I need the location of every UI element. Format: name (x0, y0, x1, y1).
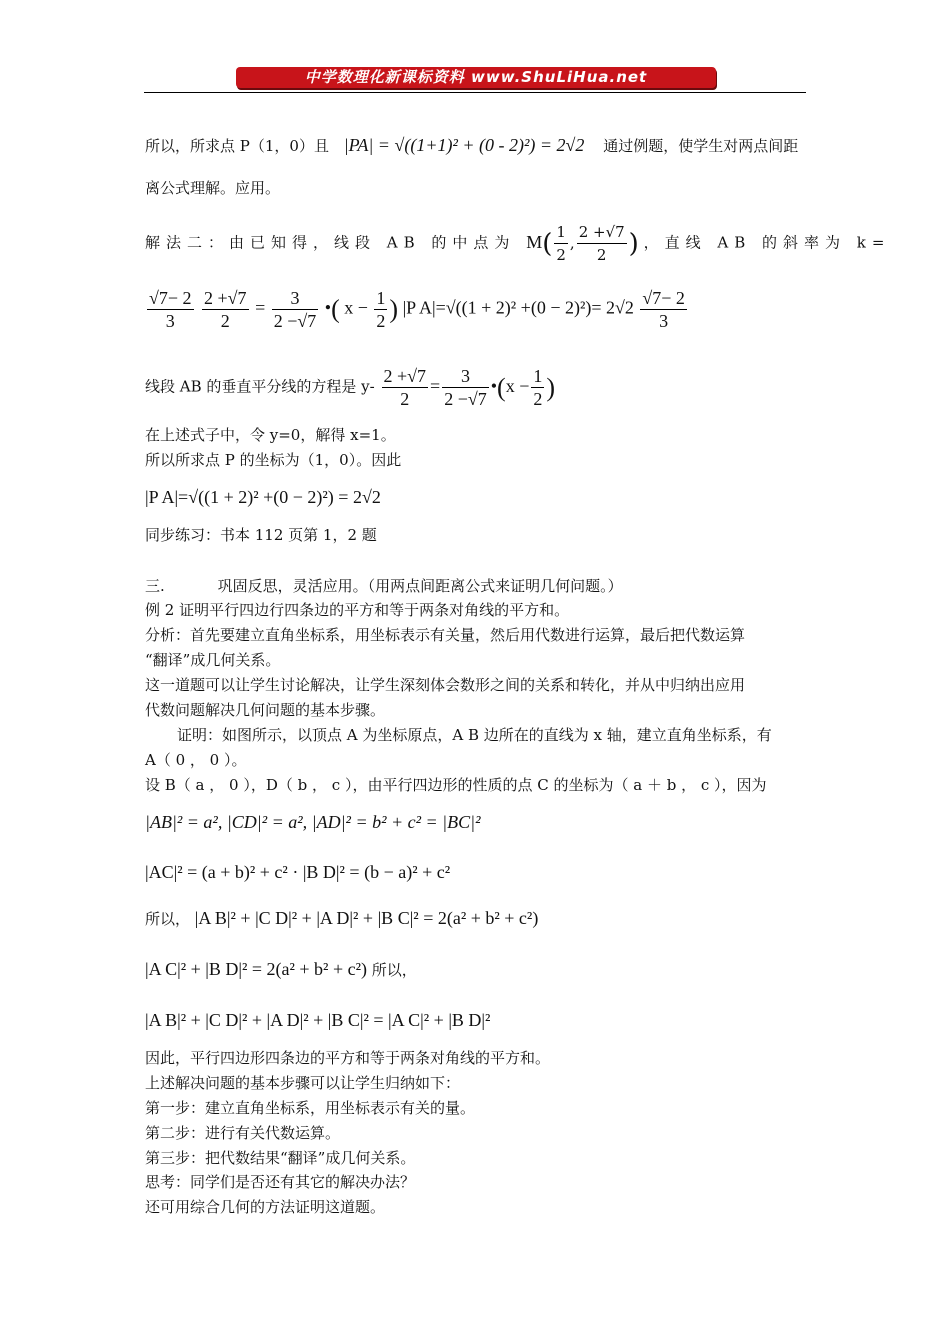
bullet: • (324, 297, 332, 318)
frac-num: 2 +√7 (383, 366, 427, 386)
section-title: 巩固反思，灵活应用。（用两点间距离公式来证明几何问题。） (217, 577, 623, 595)
bis-frac-2 (442, 365, 489, 410)
line-5 (145, 365, 555, 410)
paren-close: ) (389, 294, 399, 324)
frac-num: 3 (442, 365, 489, 388)
midpoint-y (577, 221, 627, 266)
frac-num: 2 +√7 (204, 288, 247, 308)
frac-den: 3 (165, 311, 175, 331)
frac-den: 2 −√7 (444, 389, 487, 409)
line-3-suffix: ，直线 AB 的斜率为 k= (643, 233, 891, 252)
frac-num: √7− 2 (642, 288, 685, 308)
line-13: “翻译”成几何关系。 (145, 651, 281, 669)
equals: = (255, 297, 266, 318)
line-30: 还可用综合几何的方法证明这道题。 (145, 1198, 386, 1216)
ratio-frac (272, 287, 319, 332)
midpoint-x (554, 221, 568, 266)
line-21-formula: |A B|² + |C D|² + |A D|² + |B C|² = 2(a² + b² + c²) (194, 908, 539, 928)
line-10 (145, 576, 623, 596)
line-20: |AC|² = (a + b)² + c² · |B D|² = (b − a)² + c² (145, 862, 451, 882)
line-24: 因此，平行四边形四条边的平方和等于两条对角线的平方和。 (145, 1049, 551, 1067)
line-1-suffix: 通过例题，使学生对两点间距 (603, 137, 799, 155)
line-16: 证明：如图所示，以顶点 A 为坐标原点，A B 边所在的直线为 x 轴，建立直角坐标系，有 (177, 726, 772, 744)
frac-den: 2 (220, 311, 230, 331)
line-21 (145, 908, 538, 929)
line-22-formula: |A C|² + |B D|² = 2(a² + b² + c²) (145, 959, 367, 979)
paren-open: ( (331, 294, 340, 324)
line-27: 第二步：进行有关代数运算。 (145, 1124, 341, 1142)
header-rule (144, 92, 806, 93)
frac-num: √7− 2 (149, 288, 192, 308)
midpoint-formula: M( $\frac{1}{2}$ , $\frac{2 +√7}{2}$ ) (526, 223, 639, 264)
paren-close: ) (628, 228, 639, 259)
line-3-prefix: 解法二：由已知得，线段 AB 的中点为 (145, 233, 516, 252)
bis-frac-3 (531, 365, 544, 410)
line-17: A（ 0 ， 0 ）。 (145, 751, 247, 769)
line-22-suffix: 所以， (371, 961, 417, 979)
line-29: 思考：同学们是否还有其它的解决办法？ (145, 1173, 416, 1191)
line-11: 例 2 证明平行四边行四条边的平方和等于两条对角线的平方和。 (145, 601, 570, 619)
bisector-formula: $\frac{2 +√7}{2}$ = $\frac{3}{2 -√7}$ •(x − $\frac{1}{2}$ ) (383, 366, 556, 409)
frac-den: 3 (659, 311, 669, 331)
frac-den: 2 −√7 (273, 311, 317, 331)
midpoint-label: M (526, 231, 543, 252)
half-frac (374, 287, 387, 332)
banner-text: 中学数理化新课标资料 www.ShuLiHua.net (304, 68, 648, 86)
frac-den: 2 (556, 246, 566, 264)
line-26: 第一步：建立直角坐标系，用坐标表示有关的量。 (145, 1099, 476, 1117)
x-minus: x − (344, 297, 368, 318)
section-number: 三. (145, 577, 165, 595)
frac-den: 2 (376, 311, 386, 331)
frac-num: 2 +√7 (577, 221, 627, 244)
bis-frac-1 (382, 365, 429, 410)
line-2: 离公式理解。应用。 (145, 179, 281, 197)
tail-frac (640, 287, 687, 332)
line-1-formula: |PA| = √((1+1)² + (0 - 2)²) = 2√2 (343, 135, 585, 155)
line-8: |P A|=√((1 + 2)² +(0 − 2)²) = 2√2 (145, 487, 381, 507)
line-25: 上述解决问题的基本步骤可以让学生归纳如下： (145, 1074, 461, 1092)
line-19: |AB|² = a², |CD|² = a², |AD|² = b² + c² = |BC|² (145, 812, 481, 832)
line-22 (145, 959, 417, 980)
line-9: 同步练习：书本 112 页第 1，2 题 (145, 526, 377, 544)
paren-open: ( (497, 372, 506, 402)
slope-frac (147, 287, 194, 332)
line-1-prefix: 所以，所求点 P（1，0）且 (145, 137, 329, 155)
line-23: |A B|² + |C D|² + |A D|² + |B C|² = |A C|² + |B D|² (145, 1010, 491, 1030)
line-18: 设 B（ a ， 0 ），D（ b ， c ），由平行四边形的性质的点 C 的坐标为（ a ＋ b ， c ），因为 (145, 776, 767, 794)
frac-den: 2 (596, 246, 607, 264)
term-frac (202, 287, 249, 332)
line-12: 分析：首先要建立直角坐标系，用坐标表示有关量，然后用代数进行运算，最后把代数运算 (145, 626, 746, 644)
x-minus: x − (505, 375, 530, 396)
line-5-prefix: 线段 AB 的垂直平分线的方程是 y- (145, 377, 375, 396)
line-28: 第三步：把代数结果“翻译”成几何关系。 (145, 1149, 416, 1167)
frac-num: 1 (554, 221, 568, 244)
frac-num: 1 (376, 288, 386, 308)
line-1 (145, 135, 798, 156)
paren-close: ) (546, 372, 556, 402)
line-14: 这一道题可以让学生讨论解决，让学生深刻体会数形之间的关系和转化，并从中归纳出应用 (145, 676, 746, 694)
frac-den: 2 (533, 389, 543, 409)
line-4 (145, 287, 689, 332)
line-6: 在上述式子中，令 y=0，解得 x=1。 (145, 426, 396, 444)
paren-open: ( (542, 228, 553, 259)
frac-num: 3 (272, 287, 319, 310)
header-banner[interactable] (236, 67, 716, 88)
line-21-prefix: 所以， (145, 910, 191, 928)
line-15: 代数问题解决几何问题的基本步骤。 (145, 701, 386, 719)
frac-den: 2 (400, 389, 410, 409)
frac-num: 1 (533, 366, 543, 386)
line-7: 所以所求点 P 的坐标为（1，0）。因此 (145, 451, 402, 469)
line-3 (145, 221, 890, 266)
pa-distance: |P A|=√((1 + 2)² +(0 − 2)²)= 2√2 (402, 297, 634, 318)
